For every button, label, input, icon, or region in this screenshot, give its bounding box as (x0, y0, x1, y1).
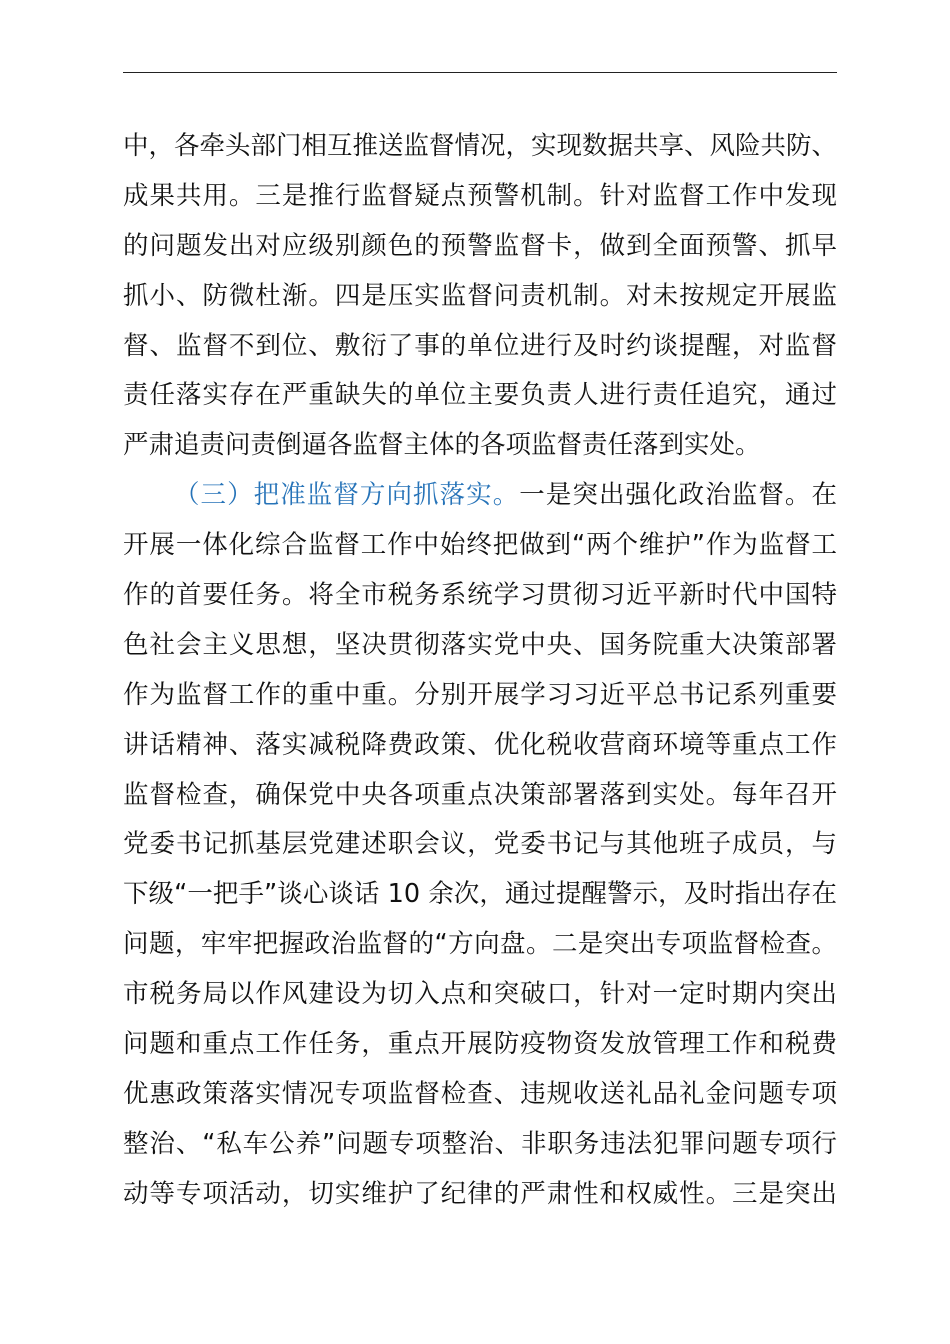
text-line: 动等专项活动，切实维护了纪律的严肃性和权威性。三是突出 (123, 1178, 837, 1209)
text-line: 作的首要任务。将全市税务系统学习贯彻习近平新时代中国特 (123, 580, 837, 611)
text-line: 讲话精神、落实减税降费政策、优化税收营商环境等重点工作 (123, 729, 837, 760)
text-line: 整治、“私车公养”问题专项整治、非职务违法犯罪问题专项行 (123, 1128, 837, 1159)
text-line: 中，各牵头部门相互推送监督情况，实现数据共享、风险共防、 (123, 131, 837, 161)
paragraph-2-first-line (123, 471, 837, 521)
text-line: 优惠政策落实情况专项监督检查、违规收送礼品礼金问题专项 (123, 1078, 837, 1109)
text-line: 督、监督不到位、敷衍了事的单位进行及时约谈提醒，对监督 (123, 330, 837, 361)
text-line: 开展一体化综合监督工作中始终把做到“两个维护”作为监督工 (123, 530, 837, 561)
text-line: 色社会主义思想，坚决贯彻落实党中央、国务院重大决策部署 (123, 629, 837, 660)
text-line: 成果共用。三是推行监督疑点预警机制。针对监督工作中发现 (123, 180, 837, 211)
text-line: 抓小、防微杜渐。四是压实监督问责机制。对未按规定开展监 (123, 280, 837, 311)
text-line: 作为监督工作的重中重。分别开展学习习近平总书记系列重要 (123, 679, 837, 710)
text-line: 严肃追责问责倒逼各监督主体的各项监督责任落到实处。 (123, 430, 761, 461)
text-line: 问题，牢牢把握政治监督的“方向盘。二是突出专项监督检查。 (123, 929, 837, 960)
paragraph-2 (123, 471, 837, 1219)
text-line: 监督检查，确保党中央各项重点决策部署落到实处。每年召开 (123, 779, 837, 810)
text-line: 下级“一把手”谈心谈话 10 余次，通过提醒警示，及时指出存在 (123, 879, 837, 910)
text-line: 党委书记抓基层党建述职会议，党委书记与其他班子成员，与 (123, 829, 837, 860)
section-heading: （三）把准监督方向抓落实。 (174, 480, 520, 511)
text-line: 的问题发出对应级别颜色的预警监督卡，做到全面预警、抓早 (123, 230, 837, 261)
text-run: 一是突出强化政治监督。在 (519, 480, 837, 511)
header-rule (123, 72, 837, 73)
text-line: 责任落实存在严重缺失的单位主要负责人进行责任追究，通过 (123, 380, 837, 411)
text-line: 问题和重点工作任务，重点开展防疫物资发放管理工作和税费 (123, 1029, 837, 1060)
paragraph-1 (123, 122, 837, 471)
document-body (123, 122, 837, 1220)
text-line: 市税务局以作风建设为切入点和突破口，针对一定时期内突出 (123, 979, 837, 1010)
